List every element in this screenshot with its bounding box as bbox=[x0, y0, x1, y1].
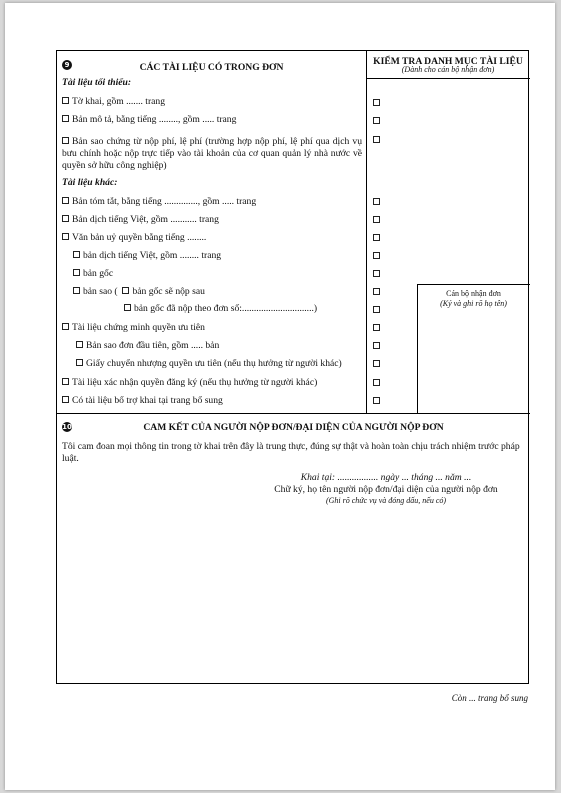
check-box[interactable] bbox=[373, 397, 380, 404]
check-box[interactable] bbox=[373, 198, 380, 205]
check-box[interactable] bbox=[373, 288, 380, 295]
doc-item-poa-filed: bản gốc đã nộp theo đơn số:..............................) bbox=[124, 303, 317, 315]
doc-item-description: Bản mô tả, bằng tiếng ........, gồm ..... trang bbox=[62, 114, 236, 126]
checkbox[interactable] bbox=[62, 323, 69, 330]
checkbox[interactable] bbox=[76, 341, 83, 348]
signature-note: (Ghi rõ chức vụ và đóng dấu, nếu có) bbox=[325, 496, 447, 505]
doc-item-vietnamese-translation: Bản dịch tiếng Việt, gồm ........... trang bbox=[62, 214, 219, 226]
check-box[interactable] bbox=[373, 360, 380, 367]
section-divider bbox=[57, 413, 530, 414]
footer-continued: Còn ... trang bổ sung bbox=[451, 693, 528, 703]
check-box[interactable] bbox=[373, 342, 380, 349]
form-frame bbox=[56, 50, 529, 684]
check-box[interactable] bbox=[373, 270, 380, 277]
header-underline bbox=[366, 78, 530, 79]
section-10-number-badge: 10 bbox=[62, 423, 72, 431]
check-column-subtitle: (Dành cho cán bộ nhận đơn) bbox=[401, 65, 495, 74]
checkbox[interactable] bbox=[62, 215, 69, 222]
doc-item-poa-original: bản gốc bbox=[73, 268, 113, 280]
checkbox[interactable] bbox=[73, 287, 80, 294]
checkbox[interactable] bbox=[62, 115, 69, 122]
checkbox[interactable] bbox=[62, 197, 69, 204]
check-box[interactable] bbox=[373, 306, 380, 313]
doc-item-registration-right: Tài liệu xác nhận quyền đăng ký (nếu thụ hưởng từ người khác) bbox=[62, 377, 317, 389]
check-box[interactable] bbox=[373, 252, 380, 259]
check-box[interactable] bbox=[373, 117, 380, 124]
other-docs-label: Tài liệu khác: bbox=[62, 177, 118, 188]
checkbox[interactable] bbox=[124, 304, 131, 311]
minimum-docs-label: Tài liệu tối thiểu: bbox=[62, 77, 132, 88]
officer-note: (Ký và ghi rõ họ tên) bbox=[440, 299, 507, 308]
checkbox[interactable] bbox=[73, 269, 80, 276]
doc-item-priority-transfer: Giấy chuyển nhượng quyền ưu tiên (nếu thụ hưởng từ người khác) bbox=[76, 358, 342, 370]
checkbox[interactable] bbox=[62, 137, 69, 144]
checkbox[interactable] bbox=[122, 287, 129, 294]
section-9-title: CÁC TÀI LIỆU CÓ TRONG ĐƠN bbox=[139, 62, 284, 73]
checkbox[interactable] bbox=[76, 359, 83, 366]
doc-item-supplementary: Có tài liệu bổ trợ khai tại trang bổ sung bbox=[62, 395, 223, 407]
commitment-statement: Tôi cam đoan mọi thông tin trong tờ khai trên đây là trung thực, đúng sự thật và hoàn toàn chịu trách nhiệm trước pháp luật. bbox=[62, 441, 520, 464]
check-box[interactable] bbox=[373, 136, 380, 143]
officer-box-top bbox=[417, 284, 530, 285]
doc-item-priority-proof: Tài liệu chứng minh quyền ưu tiên bbox=[62, 322, 205, 334]
document-page bbox=[5, 3, 555, 790]
column-divider bbox=[366, 51, 367, 413]
check-box[interactable] bbox=[373, 216, 380, 223]
place-date-line: Khai tại: ................. ngày ... tháng ... năm ... bbox=[300, 472, 472, 483]
check-box[interactable] bbox=[373, 99, 380, 106]
checkbox[interactable] bbox=[62, 97, 69, 104]
doc-item-abstract: Bản tóm tắt, bằng tiếng .............., gồm ..... trang bbox=[62, 196, 256, 208]
check-box[interactable] bbox=[373, 324, 380, 331]
officer-label: Cán bộ nhận đơn bbox=[446, 289, 501, 298]
check-box[interactable] bbox=[373, 379, 380, 386]
check-column-title: KIỂM TRA DANH MỤC TÀI LIỆU bbox=[373, 56, 523, 67]
checkbox[interactable] bbox=[62, 378, 69, 385]
signature-label: Chữ ký, họ tên người nộp đơn/đại diện của người nộp đơn bbox=[274, 484, 498, 495]
section-10-title: CAM KẾT CỦA NGƯỜI NỘP ĐƠN/ĐẠI DIỆN CỦA NGƯỜI NỘP ĐƠN bbox=[143, 422, 444, 433]
doc-item-poa-translation: bản dịch tiếng Việt, gồm ........ trang bbox=[73, 250, 221, 262]
checkbox[interactable] bbox=[62, 396, 69, 403]
section-9-number-badge: 9 bbox=[62, 60, 72, 70]
check-box[interactable] bbox=[373, 234, 380, 241]
checkbox[interactable] bbox=[62, 233, 69, 240]
checkbox[interactable] bbox=[73, 251, 80, 258]
doc-item-power-of-attorney: Văn bản uỷ quyền bằng tiếng ........ bbox=[62, 232, 206, 244]
doc-item-poa-copy: bản sao ( bản gốc sẽ nộp sau bbox=[73, 286, 205, 298]
doc-item-fee-receipt: Bản sao chứng từ nộp phí, lệ phí (trường hợp nộp phí, lệ phí qua dịch vụ bưu chính hoặc nộp trực tiếp vào tài khoản của cơ quan quản lý nhà nước về quyền sở hữu công nghiệp) bbox=[62, 136, 362, 171]
doc-item-declaration: Tờ khai, gồm ....... trang bbox=[62, 96, 165, 108]
doc-item-first-application-copy: Bản sao đơn đầu tiên, gồm ..... bản bbox=[76, 340, 219, 352]
